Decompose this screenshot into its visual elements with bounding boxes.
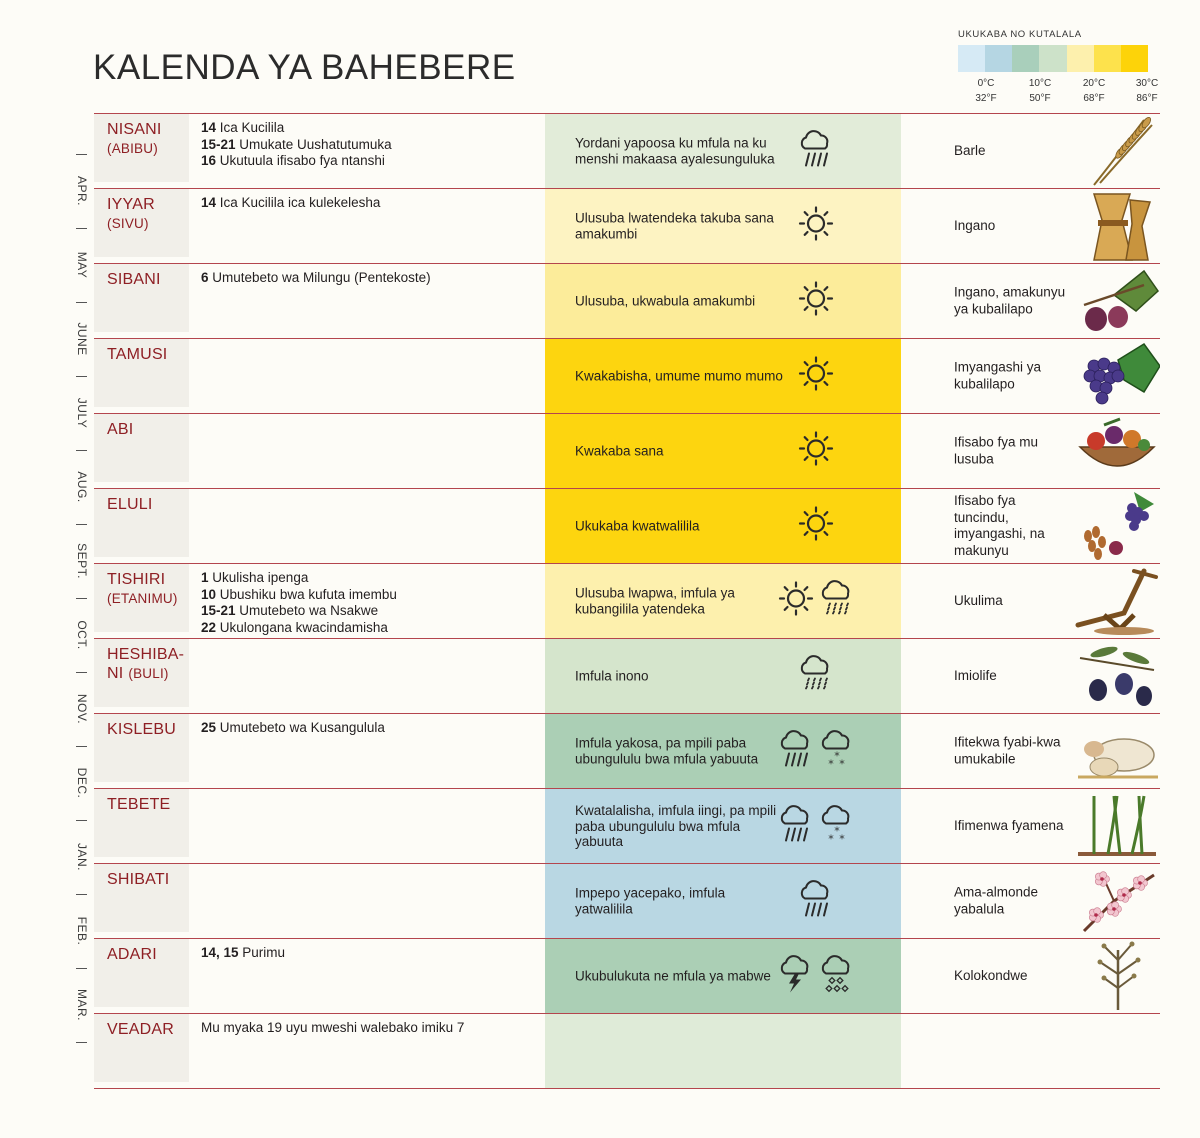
hebrew-month-cell	[94, 339, 189, 407]
gregorian-month	[72, 450, 92, 524]
festivals-list	[201, 720, 531, 737]
gregorian-month	[72, 820, 92, 894]
legend-tick-label	[966, 76, 1006, 106]
calendar-row	[94, 638, 1160, 713]
agriculture-text: Imiolife	[954, 667, 997, 683]
hebrew-month-cell	[94, 1014, 189, 1082]
climate-cell	[545, 939, 901, 1013]
month-name-text: TAMUSI	[107, 346, 168, 363]
festival-item	[201, 587, 531, 604]
sprouts-icon	[1074, 790, 1160, 862]
flax-icon	[1074, 940, 1160, 1012]
rain-icon	[777, 729, 815, 774]
festival-text: Ukulongana kwacindamisha	[216, 619, 388, 635]
hebrew-month-cell	[94, 414, 189, 482]
climate-description: Ukukaba kwatwalilila	[575, 518, 700, 534]
sheep-icon	[1074, 715, 1160, 787]
agriculture-text: Ama-almonde yabalula	[954, 884, 1039, 916]
rain-icon	[777, 804, 815, 849]
gregorian-month	[72, 154, 92, 228]
gregorian-month-label: JAN.	[75, 842, 89, 872]
calendar-table	[94, 113, 1160, 1089]
calendar-row	[94, 788, 1160, 863]
climate-cell	[545, 189, 901, 263]
climate-description: Ulusuba lwapwa, imfula ya kubangilila yatendeka	[575, 585, 735, 616]
climate-description: Kwatalalisha, imfula iingi, pa mpili paba ubungululu bwa mfula yabuuta	[575, 802, 777, 849]
gregorian-month-label: MAR.	[75, 989, 89, 1021]
festival-item	[201, 195, 531, 212]
festival-text: Ukulisha ipenga	[208, 570, 309, 585]
climate-cell	[545, 339, 901, 413]
fruit-basket-icon	[1074, 415, 1160, 487]
agriculture-text: Imyangashi ya kubalilapo	[954, 359, 1042, 391]
climate-cell	[545, 489, 901, 563]
festival-day: 14	[201, 120, 217, 135]
gregorian-month	[72, 968, 92, 1042]
hebrew-month-name	[107, 870, 169, 889]
climate-cell	[545, 414, 901, 488]
climate-cell	[545, 714, 901, 788]
gregorian-month	[72, 376, 92, 450]
climate-description: Kwakaba sana	[575, 443, 664, 459]
legend-swatch	[1094, 45, 1121, 72]
festivals-list	[201, 570, 531, 636]
gregorian-month-label: AUG.	[75, 471, 89, 503]
climate-description: Impepo yacepako, imfula yatwalilila	[575, 885, 726, 916]
sun-icon	[797, 205, 835, 248]
climate-cell	[545, 864, 901, 938]
gregorian-month	[72, 598, 92, 672]
agriculture-text: Ifimenwa fyamena	[954, 817, 1064, 833]
month-name-text: KISLEBU	[107, 721, 176, 738]
hebrew-month-name	[107, 720, 176, 739]
sun-icon	[797, 280, 835, 323]
month-name-text: VEADAR	[107, 1021, 174, 1038]
legend-swatch	[1012, 45, 1039, 72]
month-alt-name: (BULI)	[128, 666, 169, 681]
month-name-text: ADARI	[107, 946, 157, 963]
festival-text: Umukate Uushatutumuka	[235, 136, 392, 152]
festival-text: Umutebeto wa Nsakwe	[235, 603, 379, 618]
celsius-label: 20°C	[1082, 78, 1106, 89]
gregorian-month	[72, 228, 92, 302]
sun-icon	[797, 505, 835, 548]
hebrew-month-cell	[94, 264, 189, 332]
gregorian-month	[72, 524, 92, 598]
gregorian-month-label: JULY	[75, 397, 89, 429]
hebrew-month-cell	[94, 189, 189, 257]
grapes-icon	[1074, 340, 1160, 412]
hebrew-month-name	[107, 195, 155, 233]
festivals-list	[201, 1020, 531, 1037]
festival-item	[201, 570, 531, 587]
gregorian-month-label: JUNE	[75, 322, 89, 356]
hebrew-month-name	[107, 345, 167, 364]
hebrew-month-name	[107, 1020, 174, 1039]
month-name-text: TISHIRI	[107, 571, 166, 588]
month-name-text: TEBETE	[107, 796, 171, 813]
festivals-list	[201, 270, 531, 287]
calendar-row	[94, 488, 1160, 563]
month-alt-name: (ABIBU)	[107, 141, 158, 156]
climate-cell	[545, 114, 901, 188]
festival-day: 15-21	[201, 136, 236, 152]
climate-cell	[545, 264, 901, 338]
figs-icon	[1074, 265, 1160, 337]
gregorian-month	[72, 746, 92, 820]
festival-item	[201, 137, 531, 154]
month-divider-tick	[76, 1042, 87, 1043]
hebrew-month-cell	[94, 789, 189, 857]
climate-description: Ulusuba lwatendeka takuba sana amakumbi	[575, 210, 774, 241]
festivals-list	[201, 195, 531, 212]
calendar-row	[94, 938, 1160, 1013]
legend-swatch	[958, 45, 985, 72]
climate-description: Imfula yakosa, pa mpili paba ubungululu bwa mfula yabuuta	[575, 735, 759, 766]
agriculture-text: Ifisabo fya tuncindu, imyangashi, na makunyu	[954, 493, 1045, 558]
storm-icon	[777, 954, 815, 999]
climate-description: Ukubulukuta ne mfula ya mabwe	[575, 968, 771, 984]
climate-cell	[545, 639, 901, 713]
olives-icon	[1074, 640, 1160, 712]
agriculture-text: Ingano, amakunyu ya kubalilapo	[954, 284, 1066, 316]
hebrew-month-name	[107, 945, 157, 964]
fahrenheit-label: 68°F	[1083, 93, 1105, 104]
dates-grapes-icon	[1074, 490, 1160, 562]
festival-day: 1	[201, 570, 209, 585]
festival-item	[201, 270, 531, 287]
sun-icon	[797, 355, 835, 398]
gregorian-month	[72, 302, 92, 376]
month-alt-name: (ETANIMU)	[107, 591, 178, 606]
gregorian-month-label: NOV.	[75, 693, 89, 725]
climate-cell	[545, 789, 901, 863]
hebrew-month-name	[107, 495, 152, 514]
calendar-row	[94, 338, 1160, 413]
gregorian-month-label: OCT.	[75, 620, 89, 650]
wheat-sheaf-icon	[1074, 190, 1160, 262]
svg-text:*: *	[834, 749, 840, 763]
festival-item	[201, 120, 531, 137]
hebrew-month-name	[107, 570, 178, 608]
calendar-row	[94, 563, 1160, 638]
festival-text: Ica Kucilila ica kulekelesha	[216, 195, 381, 210]
gregorian-month-label: DEC.	[75, 767, 89, 799]
drizzle-icon	[797, 654, 835, 699]
calendar-row	[94, 413, 1160, 488]
climate-cell	[545, 1014, 901, 1088]
month-name-text: ABI	[107, 421, 134, 438]
fahrenheit-label: 32°F	[975, 93, 997, 104]
agriculture-text: Barle	[954, 142, 986, 158]
almond-blossom-icon	[1074, 865, 1160, 937]
snow-icon	[818, 729, 856, 774]
festivals-list	[201, 945, 531, 962]
agriculture-text: Ukulima	[954, 592, 1003, 608]
sun-icon	[797, 430, 835, 473]
festival-text: Ubushiku bwa kufuta imembu	[216, 586, 397, 602]
festival-text: Purimu	[238, 945, 286, 960]
calendar-row	[94, 188, 1160, 263]
month-name-text: NISANI	[107, 121, 162, 138]
festival-item	[201, 153, 531, 170]
festival-day: 15-21	[201, 603, 236, 618]
legend-tick-label	[1127, 76, 1167, 106]
legend-tick-label	[1074, 76, 1114, 106]
festival-item	[201, 603, 531, 620]
festival-day: 25	[201, 720, 217, 735]
gregorian-month-label: FEB.	[75, 916, 89, 946]
festival-text: Umutebeto wa Milungu (Pentekoste)	[208, 270, 431, 285]
legend-tick-label	[1020, 76, 1060, 106]
hebrew-month-name	[107, 420, 133, 439]
month-name-text: HESHIBA-	[107, 646, 185, 663]
hebrew-month-cell	[94, 864, 189, 932]
plow-icon	[1074, 565, 1160, 637]
legend-title: UKUKABA NO KUTALALA	[958, 29, 1082, 40]
celsius-label: 0°C	[977, 78, 995, 89]
climate-description: Kwakabisha, umume mumo mumo	[575, 368, 783, 384]
month-alt-name: (SIVU)	[107, 216, 149, 231]
climate-cell	[545, 564, 901, 638]
climate-description: Yordani yapoosa ku mfula na ku menshi makaasa ayalesunguluka	[575, 135, 775, 166]
hebrew-month-name	[107, 795, 170, 814]
agriculture-text: Ifitekwa fyabi-kwa umukabile	[954, 734, 1061, 766]
festival-text: Umutebeto wa Kusangulula	[216, 720, 385, 735]
festival-item	[201, 720, 531, 737]
hebrew-month-name	[107, 270, 161, 289]
fahrenheit-label: 86°F	[1136, 93, 1158, 104]
gregorian-month	[72, 672, 92, 746]
hebrew-month-name	[107, 120, 162, 158]
hebrew-month-name	[107, 645, 184, 683]
gregorian-month-label: APR.	[75, 175, 89, 207]
month-name-text: SHIBATI	[107, 871, 170, 888]
gregorian-month	[72, 894, 92, 968]
legend-swatch	[985, 45, 1012, 72]
festival-day: 10	[201, 586, 217, 602]
month-name-text: IYYAR	[107, 196, 155, 213]
legend-swatch	[1121, 45, 1148, 72]
festival-day: 6	[201, 270, 209, 285]
sun-icon	[777, 580, 815, 623]
svg-text:*: *	[834, 824, 840, 838]
gregorian-month-label: SEPT.	[75, 543, 89, 579]
rain-icon	[797, 129, 835, 174]
temperature-legend-bar	[958, 45, 1148, 72]
festival-day: 22	[201, 619, 217, 635]
festival-day: 16	[201, 153, 217, 168]
fahrenheit-label: 50°F	[1029, 93, 1051, 104]
calendar-row	[94, 863, 1160, 938]
agriculture-text: Kolokondwe	[954, 967, 1028, 983]
festival-text: Mu myaka 19 uyu mweshi walebako imiku 7	[201, 1020, 465, 1035]
calendar-row	[94, 713, 1160, 788]
drizzle-icon	[818, 579, 856, 624]
climate-description: Imfula inono	[575, 668, 649, 684]
gregorian-month-label: MAY	[75, 251, 89, 279]
hebrew-month-cell	[94, 939, 189, 1007]
month-name-text: ELULI	[107, 496, 153, 513]
festival-day: 14	[201, 195, 217, 210]
barley-icon	[1074, 115, 1160, 187]
calendar-row	[94, 1013, 1160, 1089]
month-name-text: SIBANI	[107, 271, 161, 288]
festival-text: Ukutuula ifisabo fya ntanshi	[216, 153, 385, 168]
festival-day: 14, 15	[201, 945, 239, 960]
festival-item	[201, 620, 531, 637]
snow-icon	[818, 804, 856, 849]
calendar-row	[94, 263, 1160, 338]
rain-icon	[797, 879, 835, 924]
festival-item	[201, 945, 531, 962]
agriculture-text: Ingano	[954, 217, 996, 233]
hebrew-month-cell	[94, 564, 189, 632]
svg-text:*: *	[828, 757, 834, 769]
calendar-row	[94, 113, 1160, 188]
legend-swatch	[1067, 45, 1094, 72]
svg-text:*: *	[828, 832, 834, 844]
agriculture-text: Ifisabo fya mu lusuba	[954, 434, 1039, 466]
hebrew-month-cell	[94, 114, 189, 182]
hebrew-month-cell	[94, 714, 189, 782]
page-title: KALENDA YA BAHEBERE	[93, 48, 516, 87]
hebrew-month-cell	[94, 489, 189, 557]
festival-text: Ica Kucilila	[216, 120, 285, 135]
festivals-list	[201, 120, 531, 170]
festival-item	[201, 1020, 531, 1037]
month-name-text: NI	[107, 665, 124, 682]
hebrew-month-cell	[94, 639, 189, 707]
legend-swatch	[1039, 45, 1066, 72]
climate-description: Ulusuba, ukwabula amakumbi	[575, 293, 756, 309]
svg-text:*: *	[839, 832, 845, 844]
svg-text:*: *	[839, 757, 845, 769]
celsius-label: 30°C	[1135, 78, 1159, 89]
celsius-label: 10°C	[1028, 78, 1052, 89]
hail-icon	[818, 954, 856, 999]
